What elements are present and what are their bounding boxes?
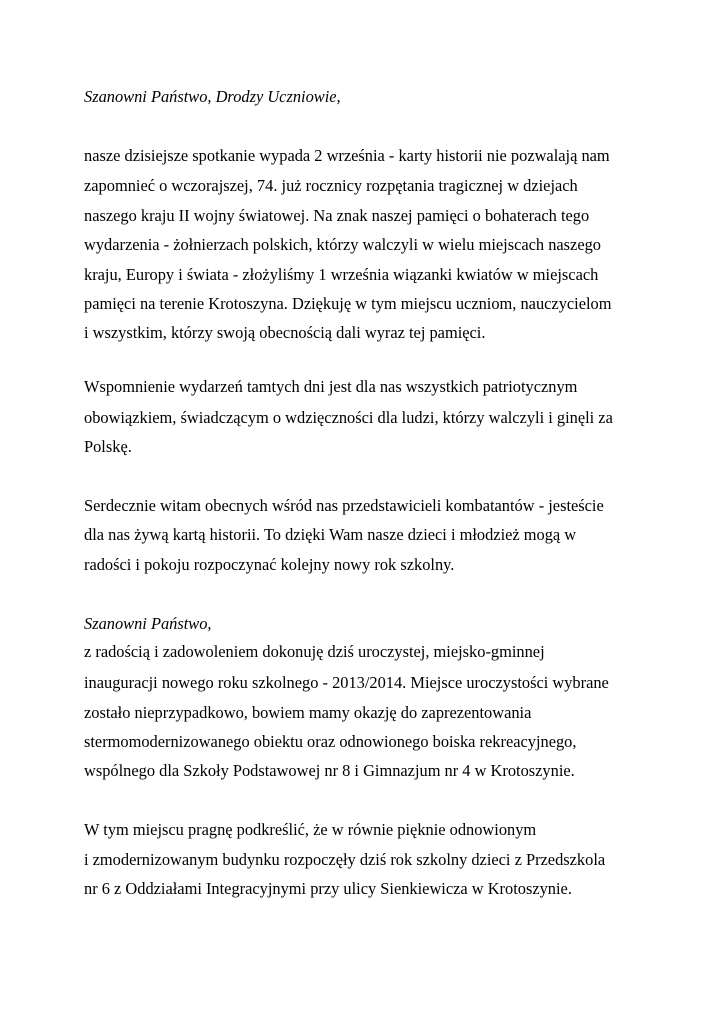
paragraph-5-line-3: nr 6 z Oddziałami Integracyjnymi przy ulicy Sienkiewicza w Krotoszynie. (84, 879, 572, 898)
paragraph-1-line-7: i wszystkim, którzy swoją obecnością dali wyraz tej pamięci. (84, 323, 486, 342)
paragraph-4-line-4: stermomodernizowanego obiektu oraz odnowionego boiska rekreacyjnego, (84, 732, 577, 751)
paragraph-5-line-2: i zmodernizowanym budynku rozpoczęły dziś rok szkolny dzieci z Przedszkola (84, 850, 606, 869)
paragraph-2-line-3: Polskę. (84, 437, 132, 456)
paragraph-3-line-1: Serdecznie witam obecnych wśród nas przedstawicieli kombatantów - jesteście (84, 496, 604, 515)
paragraph-1-line-1: nasze dzisiejsze spotkanie wypada 2 września - karty historii nie pozwalają nam (84, 146, 610, 165)
paragraph-2-line-2: obowiązkiem, świadczącym o wdzięczności dla ludzi, którzy walczyli i ginęli za (84, 408, 613, 427)
paragraph-1-line-3: naszego kraju II wojny światowej. Na znak naszej pamięci o bohaterach tego (84, 206, 590, 225)
salutation-2: Szanowni Państwo, (84, 614, 212, 633)
paragraph-3-line-2: dla nas żywą kartą historii. To dzięki Wam nasze dzieci i młodzież mogą w (84, 525, 577, 544)
paragraph-2-line-1: Wspomnienie wydarzeń tamtych dni jest dla nas wszystkich patriotycznym (84, 377, 578, 396)
paragraph-5-line-1: W tym miejscu pragnę podkreślić, że w równie pięknie odnowionym (84, 820, 537, 839)
paragraph-1-line-6: pamięci na terenie Krotoszyna. Dziękuję w tym miejscu uczniom, nauczycielom (84, 294, 612, 313)
paragraph-1-line-4: wydarzenia - żołnierzach polskich, którzy walczyli w wielu miejscach naszego (84, 235, 602, 254)
paragraph-4-line-5: wspólnego dla Szkoły Podstawowej nr 8 i Gimnazjum nr 4 w Krotoszynie. (84, 761, 575, 780)
salutation: Szanowni Państwo, Drodzy Uczniowie, (84, 87, 341, 106)
paragraph-3-line-3: radości i pokoju rozpoczynać kolejny nowy rok szkolny. (84, 555, 455, 574)
paragraph-4-line-1: z radością i zadowoleniem dokonuję dziś uroczystej, miejsko-gminnej (84, 642, 545, 661)
paragraph-4-line-3: zostało nieprzypadkowo, bowiem mamy okazję do zaprezentowania (84, 703, 532, 722)
paragraph-4-line-2: inauguracji nowego roku szkolnego - 2013/2014. Miejsce uroczystości wybrane (84, 673, 609, 692)
paragraph-1-line-2: zapomnieć o wczorajszej, 74. już rocznicy rozpętania tragicznej w dziejach (84, 176, 578, 195)
paragraph-1-line-5: kraju, Europy i świata - złożyliśmy 1 września wiązanki kwiatów w miejscach (84, 265, 599, 284)
